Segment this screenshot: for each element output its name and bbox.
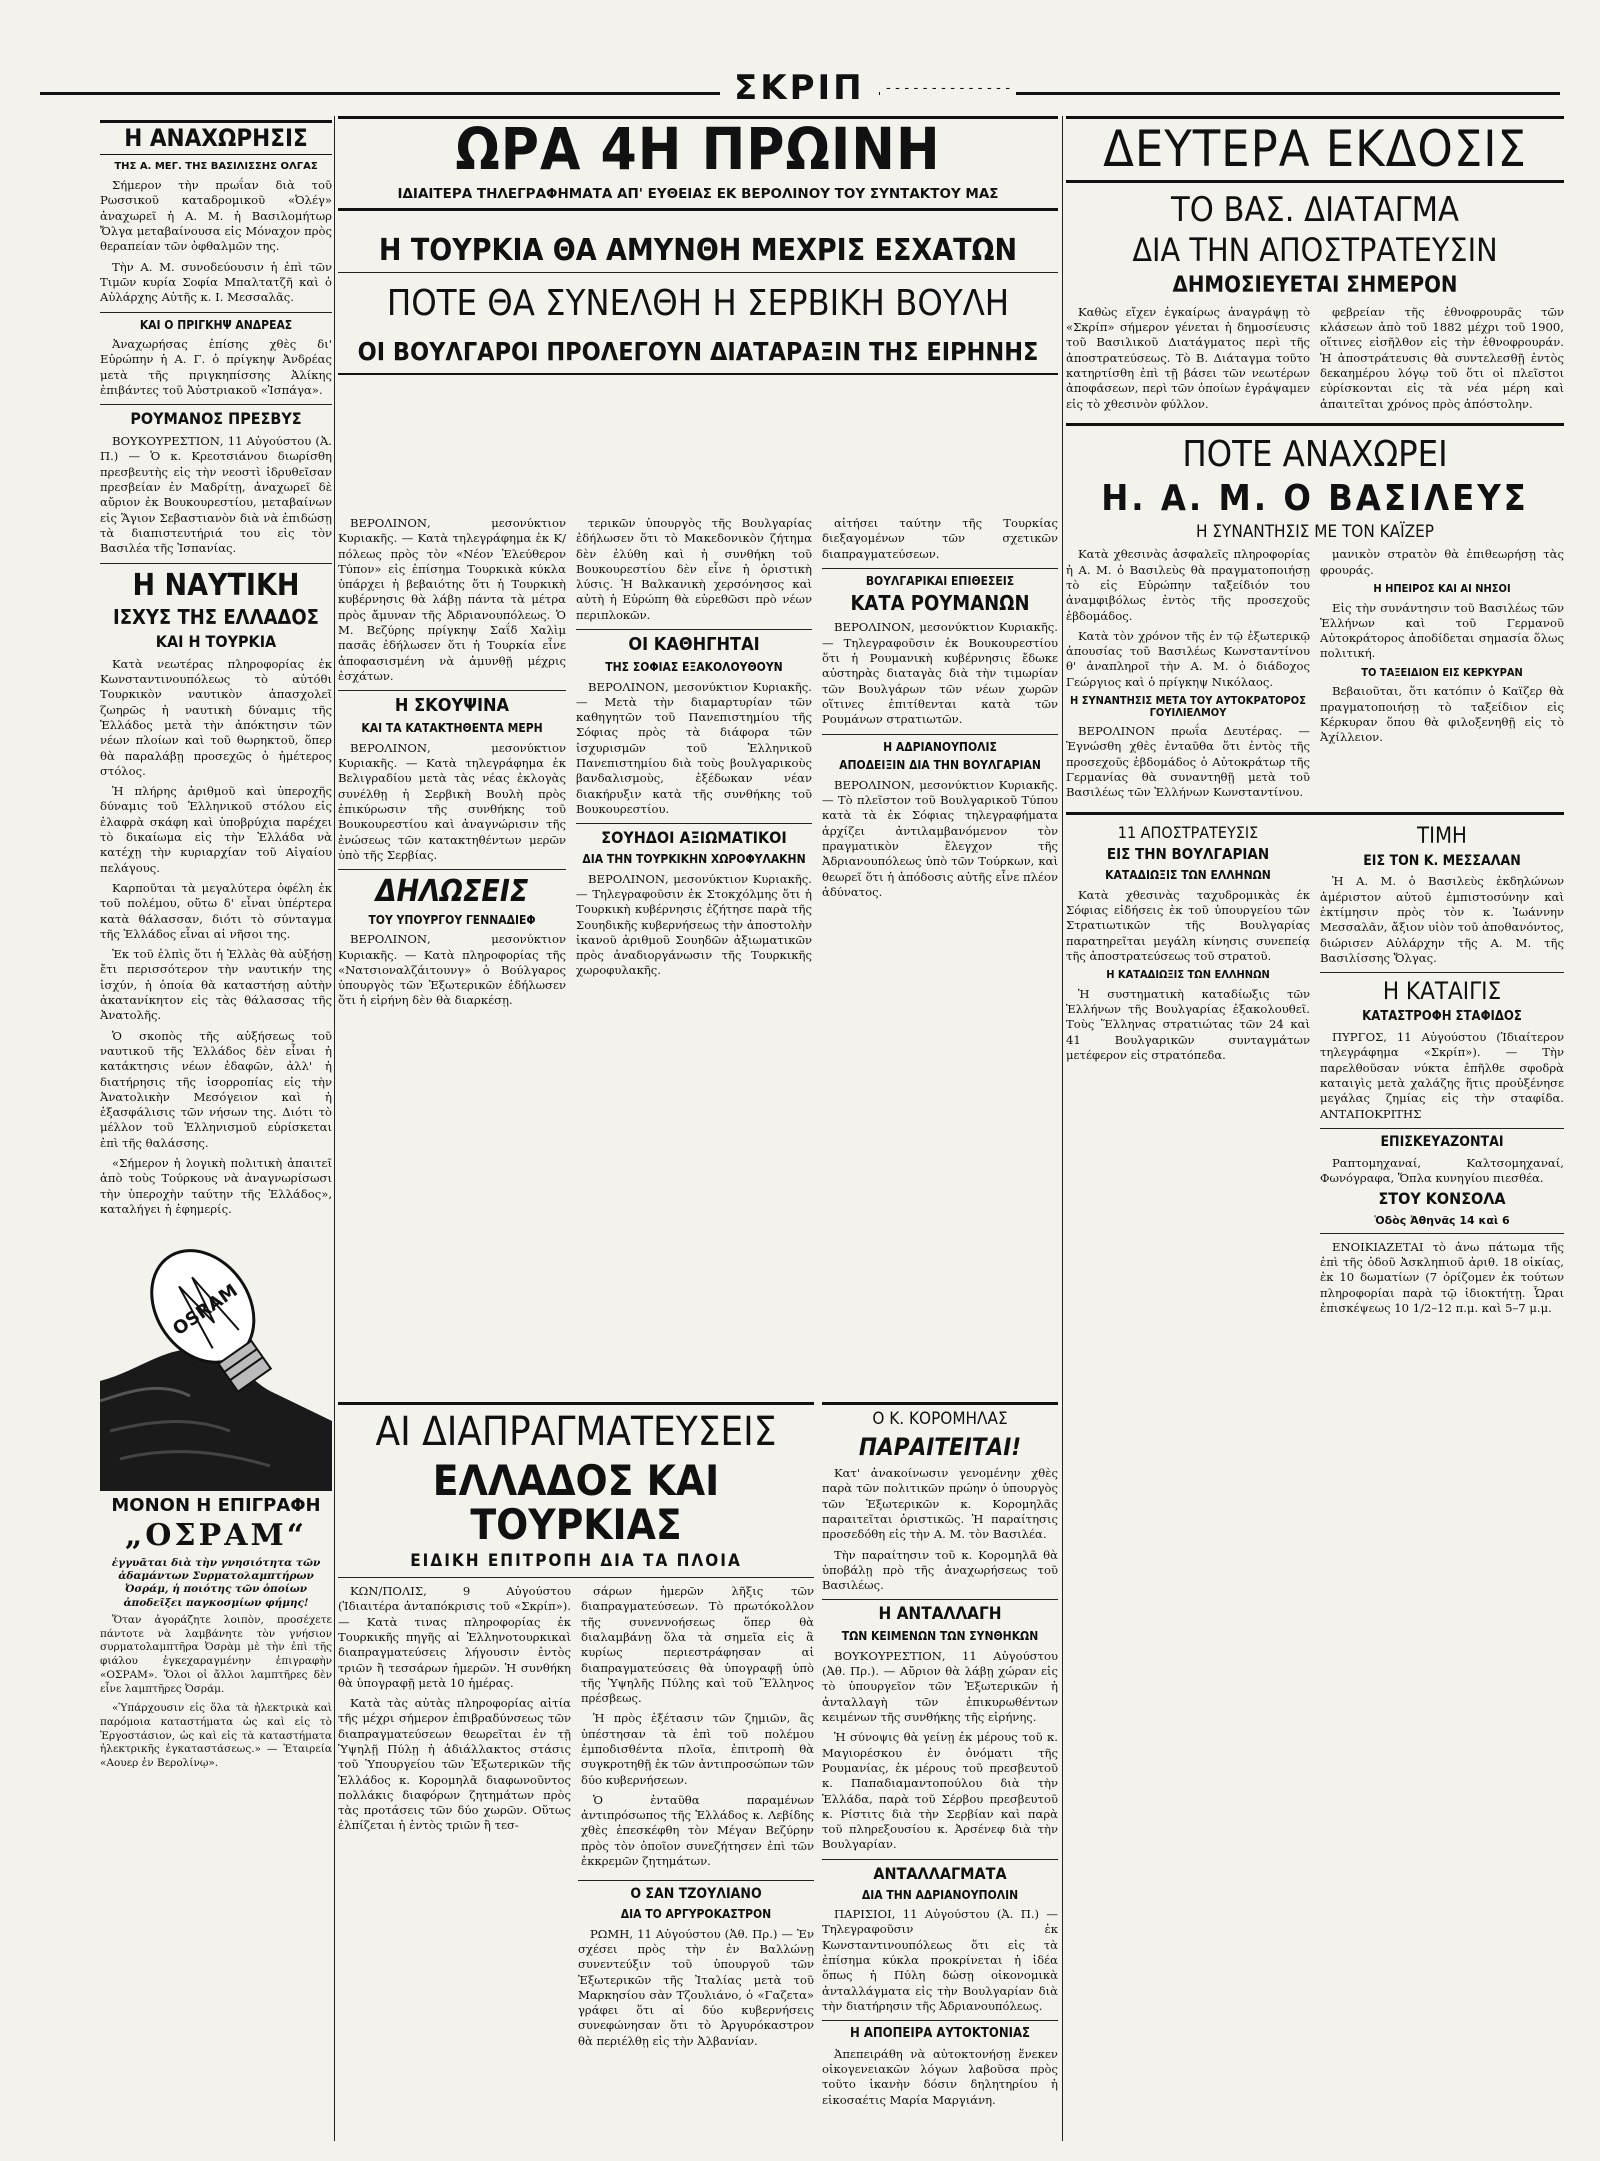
subhead-ships-committee: ΕΙΔΙΚΗ ΕΠΙΤΡΟΠΗ ΔΙΑ ΤΑ ΠΛΟΙΑ <box>410 1551 742 1572</box>
center-subcolumn-3 <box>822 516 1058 1376</box>
article-text: Τὴν παραίτησιν τοῦ κ. Κορομηλᾶ θὰ ὑποβάλῃ πρὸ τῆς ἀναχωρήσεως τοῦ Βασιλέως. <box>822 1547 1058 1593</box>
article-text: Ἐκ τοῦ ἐλπὶς ὅτι ἡ Ἑλλὰς θὰ αὐξήσῃ ἔτι περισσότερον τὴν ναυτικήν της ἰσχύν, ἡ ὁποία θὰ καταστήσῃ αὐτὴν ἀκατανίκητον εἰς τὰς θάλασσας τῆς Ἀνατολῆς. <box>100 947 332 1023</box>
subhead-bulgaria: ΑΠΟΔΕΙΞΙΝ ΔΙΑ ΤΗΝ ΒΟΥΛΓΑΡΙΑΝ <box>839 758 1041 773</box>
headline-royal-decree: ΤΟ ΒΑΣ. ΔΙΑΤΑΓΜΑ <box>1171 189 1459 230</box>
divider <box>822 568 1058 569</box>
headline-greece-turkey: ΕΛΛΑΔΟΣ ΚΑΙ ΤΟΥΡΚΙΑΣ <box>432 1456 720 1550</box>
article-text: Τὴν Α. Μ. συνοδεύουσιν ἡ ἐπὶ τῶν Τιμῶν κυρία Σοφία Μπαλτατζῆ καὶ ὁ Αὐλάρχης Αὐτῆς κ. Ι. Μεσσαλᾶς. <box>100 259 332 305</box>
article-text: ΒΕΡΟΛΙΝΟΝ, μεσονύκτιον Κυριακῆς. — Μετὰ τὴν διαμαρτυρίαν τῶν καθηγητῶν τοῦ Πανεπιστημίου τῆς Σόφιας πρὸς τὰ διάφορα τῶν ἰσχυρισμῶν τοῦ Ἑλληνικοῦ Πανεπιστημίου διὰ τοὺς βουλγαρικοὺς βανδαλισμοὺς, ἐξέδωκαν νέαν διακήρυξιν κατὰ τῆς συνθήκης τοῦ Βουκουρεστίου. <box>576 679 812 816</box>
divider <box>338 272 1058 273</box>
article-text: Ὁ ἐνταῦθα παραμένων ἀντιπρόσωπος τῆς Ἑλλάδος κ. Λεβίδης χθὲς ἐπεσκέφθη τὸν Μέγαν Βεζύρην πρὸς τὸν ὁποῖον συνεζήτησεν ἐπὶ τῶν ἐκκρεμῶν ζητημάτων. <box>581 1792 814 1869</box>
article-text: «Σήμερον ἡ λογικὴ πολιτικὴ ἀπαιτεῖ ἀπὸ τοὺς Τούρκους νὰ ἀναγνωρίσωσι τὴν ὑπεροχὴν ταύτην τῆς Ἑλλάδος», καταλήγει ἡ ἐφημερίς. <box>100 1156 332 1216</box>
subhead-argyrokastro: ΔΙΑ ΤΟ ΑΡΓΥΡΟΚΑΣΤΡΟΝ <box>620 1907 772 1922</box>
headline-demobilization: ΔΙΑ ΤΗΝ ΑΠΟΣΤΡΑΤΕΥΣΙΝ <box>1132 231 1498 270</box>
article-text: τερικῶν ὑπουργὸς τῆς Βουλγαρίας ἐδήλωσεν ὅτι τὸ Μακεδονικὸν ζήτημα δὲν ἐλύθη καὶ ἡ συνθήκη τοῦ Βουκουρεστίου δὲν εἶνε ἡ ὁριστικὴ λύσις. Ἡ Βαλκανικὴ χερσόνησος καὶ αὐτὴ ἡ Εὐρώπη θὰ εὑρεθῶσι πρὸ νέων περιπλοκῶν. <box>576 516 812 622</box>
divider <box>822 1402 1058 1405</box>
article-text: Ἡ σύνοψις θὰ γείνῃ ἐκ μέρους τοῦ κ. Μαγιορέσκου ἐν ὀνόματι τῆς Ρουμανίας, ἐκ μέρους τοῦ πρεσβευτοῦ κ. Παπαδιαμαντοπούλου διὰ τὴν Ἑλλάδα, παρὰ τοῦ Σέρβου πρεσβευτοῦ κ. Ρίστιτς διὰ τὴν Σερβίαν καὶ παρὰ τοῦ πληρεξουσίου κ. Ἀρσένεφ διὰ τὴν Βουλγαρίαν. <box>822 1730 1058 1852</box>
subhead-resigns: ΠΑΡΑΙΤΕΙΤΑΙ! <box>858 1432 1022 1461</box>
headline-king: Η. Α. Μ. Ο ΒΑΣΙΛΕΥΣ <box>1101 477 1529 519</box>
article-text: ΒΕΡΟΛΙΝΟΝ, μεσονύκτιον Κυριακῆς. — Κατὰ πληροφορίας τῆς «Νατσιοναλζάιτουνγ» ὁ Βούλγαρος ὑπουργὸς τῶν Ἐξωτερικῶν ἐδήλωσεν ὅτι ἡ εἰρήνη δὲν θὰ διαρκέσῃ. <box>338 932 566 1008</box>
headline-honor: ΤΙΜΗ <box>1417 823 1467 849</box>
article-text: ΚΩΝ/ΠΟΛΙΣ, 9 Αὐγούστου (Ἰδιαιτέρα ἀνταπόκρισις τοῦ «Σκρίπ»). — Κατὰ τινας πληροφορίας ἐκ Τουρκικῆς πηγῆς αἱ Ἑλληνοτουρκικαὶ διαπραγματεύσεις λήγουσιν ἐντὸς τριῶν ἢ τεσσάρων ἡμερῶν. Ἡ συνθήκη θὰ ὑπογραφῇ μετὰ 10 ἡμέρας. <box>338 1584 571 1690</box>
article-text: Κατ' ἀνακοίνωσιν γενομένην χθὲς παρὰ τῶν πολιτικῶν πρώην ὁ ὑπουργὸς τῶν Ἐξωτερικῶν κ. Κορομηλᾶς παραιτεῖται ὀριστικῶς. Ἡ παραίτησις προσεδόθη εἰς τὴν Α. Μ. τὸν Βασιλέα. <box>822 1466 1058 1542</box>
ad-slogan: ἐγγυᾶται διὰ τὴν γνησιότητα τῶν ἀδαμάντων Συρματολαμπτήρων Ὀσράμ, ἡ ποιότης τῶν ὁποίων ἀποδεῖξει παγκοσμίων φήμης! <box>111 1557 321 1609</box>
headline-statements: ΔΗΛΩΣΕΙΣ <box>375 874 529 910</box>
ad-caption: ΜΟΝΟΝ Η ΕΠΙΓΡΑΦΗ <box>111 1495 321 1517</box>
article-text: ΡΩΜΗ, 11 Αὐγούστου (Ἀθ. Πρ.) — Ἐν σχέσει πρὸς τὴν ἐν Βαλλώνῃ συνεντεύξιν τοῦ ὑπουργοῦ τῶν Ἐξωτερικῶν τῆς Ἰταλίας μετὰ τοῦ Μαρκησίου σὰν Τζουλιάνο, ὁ «Γαζετα» γράφει ὅτι αἱ δύο κυβερνήσεις συνεφώνησαν ὅτι τὸ Ἀργυρόκαστρον θὰ περιέλθῃ εἰς τὴν Ἀλβανίαν. <box>578 1926 814 2048</box>
divider <box>1320 972 1564 973</box>
divider <box>822 1859 1058 1860</box>
article-text: Κατὰ χθεσινὰς ταχυδρομικὰς ἐκ Σόφιας εἰδήσεις ἐκ τοῦ ὑπουργείου τῶν Στρατιωτικῶν τῆς Βουλγαρίας παρατηρεῖται μεγάλη κίνησις συνεπείᾳ τῆς ἀποστρατεύσεως τοῦ στρατοῦ. <box>1066 887 1310 963</box>
headline-bulgarians-predict: ΟΙ ΒΟΥΛΓΑΡΟΙ ΠΡΟΛΕΓΟΥΝ ΔΙΑΤΑΡΑΞΙΝ ΤΗΣ ΕΙΡΗΝΗΣ <box>338 339 1058 375</box>
headline-repairs: ΕΠΙΣΚΕΥΑΖΟΝΤΑΙ <box>1380 1133 1504 1150</box>
article-text: Ἡ πρὸς ἐξέτασιν τῶν ζημιῶν, ἃς ὑπέστησαν τὰ ἐπὶ τοῦ πολέμου ἐμποδισθέντα πλοῖα, ἐπιτροπὴ θὰ συγκροτηθῇ ἐκ τῶν ἀντιπροσώπων τῶν δύο κυβερνήσεων. <box>581 1711 815 1787</box>
headline-negotiations: ΑΙ ΔΙΑΠΡΑΓΜΑΤΕΥΣΕΙΣ <box>375 1409 777 1455</box>
subhead-minister: ΤΟΥ ΥΠΟΥΡΓΟΥ ΓΕΝΝΑΔΙΕΦ <box>368 912 536 927</box>
article-text: αἰτήσει ταύτην τῆς Τουρκίας διεξαγομένων τῶν σχετικῶν διαπραγματεύσεων. <box>822 516 1058 561</box>
article-text: Εἰς τὴν συνάντησιν τοῦ Βασιλέως τῶν Ἑλλήνων καὶ τοῦ Γερμανοῦ Αὐτοκράτορος ἀποδίδεται σημασία ὅλως πολιτική. <box>1320 600 1564 661</box>
divider <box>576 629 812 630</box>
masthead-trail: - - - - - - - - - - - - - - <box>880 80 1016 96</box>
headline-naval: Η ΝΑΥΤΙΚΗ <box>132 567 300 603</box>
headline-published-today: ΔΗΜΟΣΙΕΥΕΤΑΙ ΣΗΜΕΡΟΝ <box>1172 272 1458 298</box>
article-text: ΒΕΡΟΛΙΝΟΝ, μεσονύκτιον Κυριακῆς. — Τηλεγραφοῦσιν ἐκ Στοκχόλμης ὅτι ἡ Τουρκικὴ κυβέρνησις ἐζήτησε παρὰ τῆς Σουηδικῆς κυβερνήσεως τὴν ἀποστολὴν ἱκανοῦ ἀριθμοῦ Σουηδῶν ἀξιωματικῶν πρὸς ἀναδιοργάνωσιν τῆς Τουρκικῆς χωροφυλακῆς. <box>576 871 812 978</box>
article-text: ΒΕΡΟΛΙΝΟΝ, μεσονύκτιον Κυριακῆς. — Τηλεγραφοῦσιν ἐκ Βουκουρεστίου ὅτι ἡ Ρουμανικὴ κυβέρνησις ἔδωκε αὐστηρὰς διαταγὰς διὰ τὴν τιμωρίαν τῶν Βουλγάρων τῶν νέων χωρῶν οἵτινες ἐπιτίθενται κατὰ τῶν Ρουμάνων στρατιωτῶν. <box>822 620 1058 727</box>
divider <box>100 563 332 564</box>
article-text: ΒΕΡΟΛΙΝΟΝ, μεσονύκτιον Κυριακῆς. — Τὸ πλεῖστον τοῦ Βουλγαρικοῦ Τύπου κατὰ τὰ ἐκ Σόφιας τηλεγραφήματα ἀρχίζει ἀντιλαμβανόμενον τὸν πραγματικὸν ἔλεγχον τῆς Ἀδριανουπόλεως ὑπὸ τῶν Τούρκων, καὶ θεωρεῖ ὅτι ἡ ἀπόδοσις αὐτῆς εἶνε πλέον ἀδύνατος. <box>822 777 1058 899</box>
subhead-corfu-trip: ΤΟ ΤΑΞΕΙΔΙΟΝ ΕΙΣ ΚΕΡΚΥΡΑΝ <box>1361 665 1523 679</box>
headline-exchange: Η ΑΝΤΑΛΛΑΓΗ <box>878 1604 1002 1625</box>
headline-compensations: ΑΝΤΑΛΛΑΓΜΑΤΑ <box>873 1863 1007 1883</box>
subhead-for-adrianople: ΔΙΑ ΤΗΝ ΑΔΡΙΑΝΟΥΠΟΛΙΝ <box>861 1887 1019 1902</box>
center-section <box>338 116 1058 2141</box>
article-text: Κατὰ χθεσινὰς ἀσφαλεῖς πληροφορίας ἡ Α. Μ. ὁ Βασιλεὺς θὰ πραγματοποιήσῃ τὸ εἰς Εὐρώπην ταξείδιόν του ἀναμφιβόλως ἐντὸς τῆς προσεχοῦς ἑβδομάδος. <box>1066 547 1310 623</box>
article-text: Βεβαιοῦται, ὅτι κατόπιν ὁ Καϊζερ θὰ πραγματοποιήσῃ τὸ ταξείδιον εἰς Κέρκυραν ὅπου θὰ φιλοξενηθῇ εἰς τὸ Ἀχίλλειον. <box>1320 684 1564 745</box>
konsolas-address: Ὁδὸς Ἀθηνᾶς 14 καὶ 6 <box>1374 1213 1510 1227</box>
subhead-romanians: ΚΑΤΑ ΡΟΥΜΑΝΩΝ <box>850 591 1030 616</box>
bulb-brand-text: OSRAM <box>169 1280 242 1341</box>
divider <box>338 1577 814 1578</box>
headline-skoupsina: Η ΣΚΟΥΨΙΝΑ <box>394 695 510 717</box>
ad-text: «Ὑπάρχουσιν εἰς ὅλα τὰ ἠλεκτρικὰ καὶ παρόμοια καταστήματα ὡς καὶ εἰς τὸ Ἐργοστάσιον, ὡς καὶ εἰς τὰ καταστήματα ἠλεκτρικῆς ἐγκαταστάσεως.» — Ἐταιρεία «Αουερ ἐν Βερολίνῳ». <box>100 1701 332 1770</box>
headline-san-giuliano: Ο ΣΑΝ ΤΖΟΥΛΙΑΝΟ <box>630 1886 762 1903</box>
divider <box>822 2020 1058 2021</box>
headline-swedish-officers: ΣΟΥΗΔΟΙ ΑΞΙΩΜΑΤΙΚΟΙ <box>601 828 787 848</box>
headline-turkey-defend: Η ΤΟΥΡΚΙΑ ΘΑ ΑΜΥΝΘΗ ΜΕΧΡΙΣ ΕΣΧΑΤΩΝ <box>378 232 1018 268</box>
headline-suicide-attempt: Η ΑΠΟΠΕΙΡΑ ΑΥΤΟΚΤΟΝΙΑΣ <box>849 2026 1031 2042</box>
article-text: ΒΕΡΟΛΙΝΟΝ, μεσονύκτιον Κυριακῆς. — Κατὰ τηλεγράφημα ἐκ Βελιγραδίου μετὰ τὰς νέας ἐκλογὰς συνέλθῃ ἡ Σερβικὴ Βουλὴ πρὸς ἐπικύρωσιν τῆς συνθήκης τοῦ Βουκουρεστίου καὶ ἀναγνώρισιν τῆς ἐνώσεως τῶν κατακτηθέντων μερῶν ὑπὸ τῆς Σερβίας. <box>338 740 566 862</box>
article-text: Κατὰ τὰς αὐτὰς πληροφορίας αἰτία τῆς μέχρι σήμερον ἐπιβραδύνσεως τῶν διαπραγματεύσεων θεωρεῖται ἐν τῇ Ὑψηλῇ Πύλῃ ἡ ἀδιάλλακτος στάσις τοῦ Ὑπουργείου τῶν Ἐξωτερικῶν τῆς Ἑλλάδος κ. Κορομηλᾶ διαφωνοῦντος πολλάκις διαφόρων ζητημάτων πρὸς τὰς προτάσεις τῶν δύο χωρῶν. Οὕτως ἐλπίζεται ἡ ἐντὸς τριῶν ἢ τεσ- <box>338 1696 571 1833</box>
subhead-sofia: ΤΗΣ ΣΟΦΙΑΣ ΕΞΑΚΟΛΟΥΘΟΥΝ <box>605 659 783 674</box>
lightbulb-hand-illustration <box>100 1231 332 1491</box>
headline-koromilas: Ο Κ. ΚΟΡΟΜΗΛΑΣ <box>872 1409 1008 1429</box>
article-text: ΒΟΥΚΟΥΡΕΣΤΙΟΝ, 11 Αὐγούστου (Ἀθ. Πρ.). — Αὔριον θὰ λάβῃ χώραν εἰς τὸ ὑπουργεῖον τῶν Ἐξωτερικῶν ἡ ἀνταλλαγὴ τῶν ἐπικυρωθέντων κειμένων τῆς συνθήκης τῆς εἰρήνης. <box>822 1648 1058 1725</box>
article-text: Ἡ πλήρης ἀριθμοῦ καὶ ὑπεροχῆς δύναμις τοῦ Ἑλληνικοῦ στόλου εἰς ἐλαφρὰ σκάφη καὶ ὑποβρύχια παρέχει τὸ δικαίωμα εἰς τὴν Ἑλλάδα νὰ κατέχῃ τὴν κυριαρχίαν τοῦ Αἰγαίου πελάγους. <box>100 784 332 875</box>
headline-naval-power: ΙΣΧΥΣ ΤΗΣ ΕΛΛΑΔΟΣ <box>113 605 319 630</box>
article-text: Ἀπεπειράθη νὰ αὐτοκτονήσῃ ἕνεκεν οἰκογενειακῶν λόγων λαβοῦσα πρὸς τοῦτο ἱκανὴν δόσιν δηλητηρίου ἡ εἰκοσαέτις Μαρία Μαργιάνη. <box>822 2046 1058 2107</box>
headline-prince: ΚΑΙ Ο ΠΡΙΓΚΗΨ ΑΝΔΡΕΑΣ <box>139 317 293 332</box>
center-subcolumn-4 <box>822 1396 1058 2141</box>
divider <box>338 690 566 691</box>
headline-adrianople: Η ΑΔΡΙΑΝΟΥΠΟΛΙΣ <box>883 739 997 754</box>
article-text: Κατὰ νεωτέρας πληροφορίας ἐκ Κωνσταντινουπόλεως τὸ αὐτόθι Τουρκικὸν ναυτικὸν ἀπασχολεῖ ζωηρῶς ἡ ναυτικὴ δύναμις τῆς Ἑλλάδος μετὰ τὴν ἀπόκτησιν τῶν νέων πλοίων καὶ τοῦ θωρηκτοῦ, ὅπερ θὰ παραλάβῃ προσεχῶς ὁ ἡμέτερος στόλος. <box>100 656 332 778</box>
subhead-berlin-telegrams: ΙΔΙΑΙΤΕΡΑ ΤΗΛΕΓΡΑΦΗΜΑΤΑ ΑΠ' ΕΥΘΕΙΑΣ ΕΚ ΒΕΡΟΛΙΝΟΥ ΤΟΥ ΣΥΝΤΑΚΤΟΥ ΜΑΣ <box>338 186 1058 211</box>
ad-text: Ραπτομηχαναί, Καλτσομηχαναί, Φωνόγραφα, Ὅπλα κυνηγίου πιεσθέα. <box>1320 1155 1564 1185</box>
subhead-greeks-persecution: Η ΚΑΤΑΔΙΩΞΙΣ ΤΩΝ ΕΛΛΗΝΩΝ <box>1106 968 1270 982</box>
headline-professors: ΟΙ ΚΑΘΗΓΗΤΑΙ <box>628 634 760 656</box>
article-text: μανικὸν στρατὸν θὰ ἐπιθεωρήσῃ τὰς φρουράς. <box>1320 547 1564 577</box>
headline-11-demobilization: 11 ΑΠΟΣΤΡΑΤΕΥΣΙΣ <box>1117 822 1259 842</box>
divider <box>578 1880 814 1881</box>
subhead-queen: ΤΗΣ Α. ΜΕΓ. ΤΗΣ ΒΑΣΙΛΙΣΣΗΣ ΟΛΓΑΣ <box>114 161 318 173</box>
divider <box>100 404 332 405</box>
negotiations-article <box>338 1396 814 2054</box>
rental-notice: ΕΝΟΙΚΙΑΖΕΤΑΙ τὸ ἀνω πάτωμα τῆς ἐπὶ τῆς ὁδοῦ Ἀσκληπιοῦ ἀριθ. 18 οἰκίας, ἐκ 10 δωματίων (7 ὁρίζομεν ἐκ τούτων πληροφορίαι παρὰ τῷ ἰδιοκτήτῃ. Ὧραι ἐπισκέψεως 10 1/2–12 π.μ. καὶ 5–7 μ.μ. <box>1320 1239 1564 1316</box>
osram-advertisement <box>100 1231 332 1770</box>
subhead-raisin-disaster: ΚΑΤΑΣΤΡΟΦΗ ΣΤΑΦΙΔΟΣ <box>1362 1009 1522 1025</box>
divider <box>822 1599 1058 1600</box>
article-text: ΒΟΥΚΟΥΡΕΣΤΙΟΝ, 11 Αὐγούστου (Ἀ. Π.) — Ὁ κ. Κρεοτσιάνου διωρίσθη πρεσβευτὴς εἰς τὴν νεοστὶ ἱδρυθεῖσαν πρεσβείαν ἐν Μαδρίτῃ, ἀναχωρεῖ δὲ αὔριον ἐκ Βουκουρεστίου, μεταβαίνων εἰς Ἅγιον Σεβαστιανὸν διὰ νὰ ἐπιδώσῃ τὰ διαπιστευτήριά του εἰς τὸν Βασιλέα τῆς Ἰσπανίας. <box>100 434 332 556</box>
newspaper-name: ΣΚΡΙΠ <box>720 68 879 108</box>
subhead-conquered: ΚΑΙ ΤΑ ΚΑΤΑΚΤΗΘΕΝΤΑ ΜΕΡΗ <box>361 721 543 736</box>
divider <box>338 1402 814 1405</box>
divider <box>1320 1128 1564 1129</box>
column-rule <box>1062 116 1063 2141</box>
article-text: ΠΥΡΓΟΣ, 11 Αὐγούστου (Ἰδιαίτερον τηλεγράφημα «Σκρίπ»). — Τὴν παρελθοῦσαν νύκτα ἐπῆλθε σφοδρὰ καταιγὶς μετὰ χαλάζης ἥτις προὐξένησε μεγάλας ζημίας εἰς τὴν σταφίδα. ΑΝΤΑΠΟΚΡΙΤΗΣ <box>1320 1030 1564 1121</box>
article-text: Ἀναχωρήσας ἐπίσης χθὲς δι' Εὐρώπην ἡ Α. Γ. ὁ πρίγκηψ Ἀνδρέας μετὰ τῆς πριγκηπίσσης Ἀλίκης ἐπιβάντες τοῦ Ἀὐστριακοῦ «Ἰσπάγα». <box>100 337 332 398</box>
masthead <box>40 60 1560 116</box>
article-text: Κατὰ τὸν χρόνον τῆς ἐν τῷ ἐξωτερικῷ ἀπουσίας τοῦ Βασιλέως Κωνσταντίνου θ' ἀναπληροῖ τὴν Α. Μ. ὁ διάδοχος Γεώργιος καὶ ὁ πρίγκηψ Νικόλαος. <box>1066 628 1310 689</box>
article-text: Καρποῦται τὰ μεγαλύτερα ὀφέλη ἐκ τοῦ πολέμου, οὔτω δ' εἶναι ὑπέρτερα κατὰ θάλασσαν, διότι τὸ σύνταγμα τῆς Ἑλλάδος εἶναι αἱ νῆσοι της. <box>100 880 332 941</box>
headline-4am: ΩΡΑ 4Η ΠΡΩΙΝΗ <box>338 116 1058 180</box>
headline-storm: Η ΚΑΤΑΙΓΙΣ <box>1382 977 1502 1006</box>
article-text: Ὁ σκοπὸς τῆς αὐξήσεως τοῦ ναυτικοῦ τῆς Ἑλλάδος δὲν εἶναι ἡ κατάκτησις νέων ἐδαφῶν, ἀλλ' ἡ διατήρησις τῆς ἰσορροπίας εἰς τὴν Ἀνατολικὴν Μεσόγειον καὶ ἡ ἐξασφάλισις τῶν νήσων της. Διότι τὸ μέλλον τοῦ Ἑλληνισμοῦ εὑρίσκεται ἐπὶ τῆς θαλάσσης. <box>100 1028 332 1150</box>
article-text: σάρων ἡμερῶν λῆξις τῶν διαπραγματεύσεων. Τὸ πρωτόκολλον τῆς συνεννοήσεως ὅπερ θὰ διαλαμβάνῃ ὅλα τὰ σημεῖα εἰς ἃ κυρίως περιεστράφησαν αἱ διαπραγματεύσεις θὰ ὑπογραφῇ ὑπὸ τῆς Ὑψηλῆς Πύλης καὶ τοῦ Ἕλληνος πρέσβεως. <box>581 1584 814 1706</box>
column-rule <box>334 116 335 2141</box>
divider <box>576 823 812 824</box>
divider <box>338 869 566 870</box>
article-text: φεβρείαν τῆς ἐθνοφρουρᾶς τῶν κλάσεων ἀπὸ τοῦ 1882 μέχρι τοῦ 1900, οἵτινες εἰσῆλθον εἰς τὴν ἐθνοφρουράν. Ἡ ἀποστράτευσις θὰ συντελεσθῇ ἐντὸς δεκαημέρου λόγῳ τοῦ ὅτι οἱ πλεῖστοι εὑρίσκονται εἰς τὰ νέα μέρη καὶ ἀπαιτεῖται χρόνος πρὸς ἀπόστολην. <box>1320 304 1564 411</box>
article-text: Καθὼς εἴχεν ἐγκαίρως ἀναγράψῃ τὸ «Σκρίπ» σήμερον γένεται ἡ δημοσίευσις τοῦ Βασιλικοῦ Διατάγματος περὶ τῆς ἀποστρατεύσεως. Τὸ Β. Διάταγμα τοῦτο κατηρτίσθη ἐπὶ τῇ βάσει τῶν νεωτέρων ἀποφάσεων, περὶ τῶν ὁποίων ἐγράψαμεν εἰς τὸ χθεσινὸν φύλλον. <box>1066 304 1310 411</box>
divider <box>100 312 332 313</box>
center-subcolumn-2 <box>576 516 812 1376</box>
left-column <box>100 116 332 2141</box>
ad-text: Ὅταν ἀγοράζητε λοιπὸν, προσέχετε πάντοτε νὰ λαμβάνητε τὸν γνήσιον συρματολαμπτῆρα Ὀσρὰμ μὲ τὴν ἐπὶ τῆς φιάλου ἐγκεχαραγμένην ἐπιγραφὴν «ΟΣΡΑΜ». Ὅλοι οἱ ἄλλοι λαμπτῆρες δὲν εἶνε λαμπτῆρες Ὀσράμ. <box>100 1613 332 1695</box>
subhead-treaties: ΤΩΝ ΚΕΙΜΕΝΩΝ ΤΩΝ ΣΥΝΘΗΚΩΝ <box>841 1629 1039 1644</box>
article-text: Ἡ Α. Μ. ὁ Βασιλεὺς ἐκδηλώνων ἀμέριστον αὐτοῦ ἐμπιστοσύνην καὶ ἐκτίμησιν πρὸς τὸν κ. Ἰωάννην Μεσσαλᾶν, ἄξιον υἱὸν τοῦ ἀποθανόντος, διώρισεν Αὐλάρχην τῆς Α. Μ. τῆς Βασιλίσσης Ὄλγας. <box>1320 874 1564 965</box>
article-text: Σήμερον τὴν πρωΐαν διὰ τοῦ Ρωσσικοῦ καταδρομικοῦ «Ὀλέγ» ἀναχωρεῖ ἡ Α. Μ. ἡ Βασιλομήτωρ Ὄλγα μεταβαίνουσα εἰς Μόναχον πρὸς θεραπείαν τῶν ὀφθαλμῶν της. <box>100 178 332 254</box>
headline-turkey: ΚΑΙ Η ΤΟΥΡΚΙΑ <box>155 632 277 652</box>
ad-brand: „ΟΣΡΑΜ“ <box>125 1518 307 1554</box>
headline-romanian-envoy: ΡΟΥΜΑΝΟΣ ΠΡΕΣΒΥΣ <box>130 409 302 429</box>
headline-in-bulgaria: ΕΙΣ ΤΗΝ ΒΟΥΛΓΑΡΙΑΝ <box>1106 845 1270 864</box>
headline-departure: Η ΑΝΑΧΩΡΗΣΙΣ <box>100 120 332 155</box>
article-text: ΠΑΡΙΣΙΟΙ, 11 Αὐγούστου (Ἀ. Π.) — Τηλεγραφοῦσιν ἐκ Κωνσταντινουπόλεως ὅτι εἰς τὰ ἐπίσημα κύκλα προκρίνεται ἡ ἰδέα ὅπως ἡ Πύλη δώσῃ οἰκονομικὰ ἀνταλλάγματα εἰς τὴν Βουλγαρίαν διὰ τὴν διατήρησιν τῆς Ἀδριανουπόλεως. <box>822 1907 1058 2013</box>
center-subcolumn-1 <box>338 516 566 1376</box>
article-text: Ἡ συστηματικὴ καταδίωξις τῶν Ἑλλήνων τῆς Βουλγαρίας ἐξακολουθεῖ. Τοὺς Ἕλληνας στρατιώτας τῶν 24 καὶ 41 Βουλγαρικῶν συνταγμάτων μετέφερον εἰς στρατόπεδα. <box>1066 986 1310 1062</box>
divider <box>1066 423 1564 426</box>
subhead-gendarmerie: ΔΙΑ ΤΗΝ ΤΟΥΡΚΙΚΗΝ ΧΩΡΟΦΥΛΑΚΗΝ <box>582 852 806 867</box>
subhead-persecution: ΚΑΤΑΔΙΩΞΙΣ ΤΩΝ ΕΛΛΗΝΩΝ <box>1105 868 1271 883</box>
divider <box>1066 812 1564 815</box>
headline-messalas: ΕΙΣ ΤΟΝ Κ. ΜΕΣΣΑΛΑΝ <box>1363 852 1521 869</box>
article-text: ΒΕΡΟΛΙΝΟΝ, μεσονύκτιον Κυριακῆς. — Κατὰ τηλεγράφημα ἐκ Κ/πόλεως πρὸς τὸν «Νέον Ἐλεύθερον Τύπον» εἰς ἐπίσημα Τουρκικὰ κύκλα ὑπάρχει ἡ βεβαιότης ὅτι ἡ Τουρκικὴ κυβέρνησις θὰ λάβῃ πάντα τὰ μέτρα πρὸς ἄμυναν τῆς Ἀδριανουπόλεως. Ὁ Μ. Βεζύρης πρίγκηψ Σαΐδ Χαλὶμ πασᾶς ἐδήλωσεν ὅτι ἡ Τουρκία εἶνε ἀποφασισμένη νὰ ἀμυνθῇ μέχρις ἐσχάτων. <box>338 516 566 683</box>
divider <box>1320 1233 1564 1234</box>
divider <box>822 734 1058 735</box>
subhead-emperor-meeting: Η ΣΥΝΑΝΤΗΣΙΣ ΜΕΤΑ ΤΟΥ ΑΥΤΟΚΡΑΤΟΡΟΣ ΓΟΥΙΛΙΕΛΜΟΥ <box>1070 694 1306 719</box>
subhead-epirus-islands: Η ΗΠΕΙΡΟΣ ΚΑΙ ΑΙ ΝΗΣΟΙ <box>1373 581 1511 595</box>
right-column <box>1066 116 1564 2141</box>
article-text: ΒΕΡΟΛΙΝΟΝ πρωΐα Δευτέρας. — Ἐγνώσθη χθὲς ἐνταῦθα ὅτι ἐντὸς τῆς προσεχοῦς ἑβδομάδος ὁ Αὐτοκράτωρ τῆς Γερμανίας θὰ συναντηθῇ μετὰ τοῦ Βασιλέως τῶν Ἑλλήνων Κωνσταντίνου. <box>1066 724 1310 800</box>
headline-second-edition: ΔΕΥΤΕΡΑ ΕΚΔΟΣΙΣ <box>1066 116 1564 183</box>
headline-bulgarian-attacks: ΒΟΥΛΓΑΡΙΚΑΙ ΕΠΙΘΕΣΕΙΣ <box>865 573 1015 588</box>
headline-meeting-kaiser: Η ΣΥΝΑΝΤΗΣΙΣ ΜΕ ΤΟΝ ΚΑΪΖΕΡ <box>1196 521 1434 542</box>
headline-serbian-parliament: ΠΟΤΕ ΘΑ ΣΥΝΕΛΘΗ Η ΣΕΡΒΙΚΗ ΒΟΥΛΗ <box>386 283 1010 325</box>
san-giuliano-article <box>578 1880 814 2049</box>
headline-konsolas: ΣΤΟΥ ΚΟΝΣΟΛΑ <box>1378 1189 1506 1209</box>
headline-when-departs: ΠΟΤΕ ΑΝΑΧΩΡΕΙ <box>1182 433 1448 475</box>
